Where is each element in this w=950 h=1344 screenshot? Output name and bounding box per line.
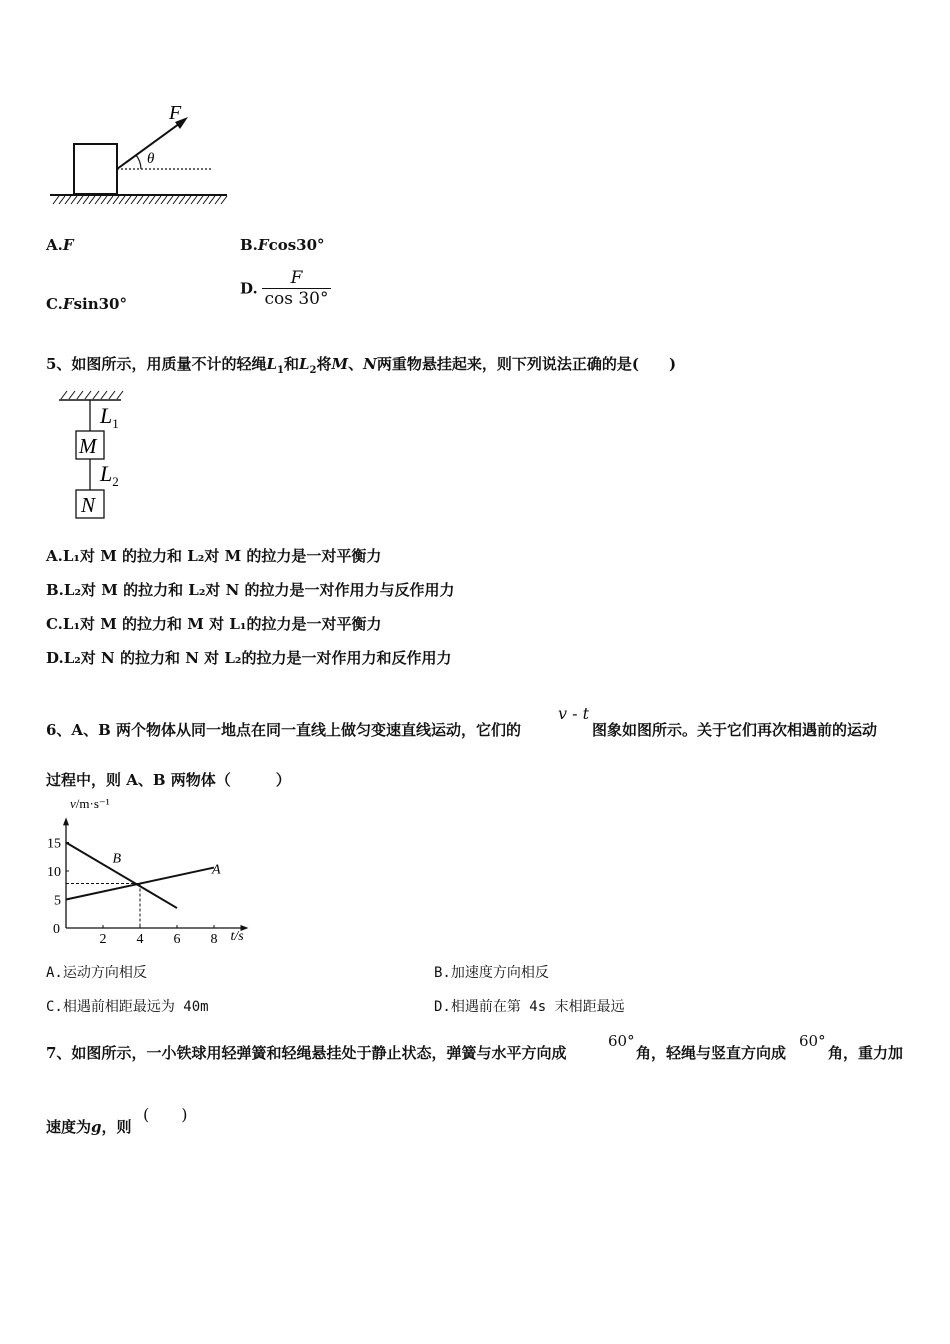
l1-sub: 1 [277,365,284,376]
m-var: M [331,355,349,373]
x-axis-label: t/s [230,929,244,944]
q7-stem-part1: 7、如图所示，一小铁球用轻弹簧和轻绳悬挂处于静止状态，弹簧与水平方向成 [46,1044,567,1062]
q4-option-b [240,235,325,255]
option-var: F [257,236,269,254]
n-var: N [363,355,377,373]
option-fraction [262,268,330,309]
q7-angle-2: 60° [799,1032,826,1050]
x-tick-label: 4 [136,932,144,947]
y-tick-label: 5 [54,893,61,909]
force-label: F [169,102,182,124]
fig-m-label: M [79,434,97,458]
stem-text: ，则 [101,1118,132,1136]
q6-stem-part1: 6、A、B 两个物体从同一地点在同一直线上做匀变速直线运动，它们的 [46,721,521,739]
q5-option-a: A.L₁对 M 的拉力和 L₂对 M 的拉力是一对平衡力 [46,547,382,565]
fraction-denominator: cos 30° [264,289,329,309]
x-tick-label: 2 [99,932,107,947]
fig-n-label: N [81,493,96,517]
q6-option-c: C.相遇前相距最远为 40m [46,999,209,1015]
stem-text: 5、如图所示，用质量不计的轻绳 [46,355,267,373]
q6-stem-line2: 过程中，则 A、B 两物体（ ） [46,771,291,789]
l1-var: L [266,355,277,373]
force-diagram [45,100,235,212]
fig-l1-sub: 1 [112,416,119,431]
q7-stem-line2 [46,1117,132,1137]
y-axis-label: v/m·s⁻¹ [70,796,110,811]
option-prefix: A. [46,236,63,254]
q5-option-b: B.L₂对 M 的拉力和 L₂对 N 的拉力是一对作用力与反作用力 [46,581,455,599]
q5-option-d: D.L₂对 N 的拉力和 N 对 L₂的拉力是一对作用力和反作用力 [46,649,452,667]
option-rest: sin30° [73,295,127,313]
q6-vt-label: v - t [558,704,590,723]
x-tick-label: 8 [210,932,218,947]
stem-text: 两重物悬挂起来，则下列说法正确的是( ) [376,355,677,373]
l2-var: L [298,355,310,373]
q6-option-d: D.相遇前在第 4s 末相距最远 [434,999,625,1015]
q4-option-d [240,268,331,309]
origin-label: 0 [53,922,60,937]
q4-option-c [46,294,127,314]
q6-stem-part2: 图象如图所示。关于它们再次相遇前的运动 [592,721,878,739]
stem-text: 将 [316,355,332,373]
option-var: F [62,295,74,313]
option-var: F [62,236,74,254]
stem-text: 速度为 [46,1118,92,1136]
q7-answer-paren: ( ) [143,1105,188,1124]
option-prefix: C. [46,295,63,313]
angle-label: θ [147,151,155,167]
fig-l1-label: L [100,403,113,428]
stem-text: 、 [348,355,364,373]
option-rest: cos30° [268,236,325,254]
option-prefix: B. [240,236,258,254]
series-label-a: A [212,862,221,878]
q7-stem-part2: 角，轻绳与竖直方向成 [636,1044,787,1062]
l2-sub: 2 [309,365,317,376]
q5-stem [46,354,676,381]
q5-option-c: C.L₁对 M 的拉力和 M 对 L₁的拉力是一对平衡力 [46,615,382,633]
hanging-masses-diagram [55,390,135,525]
fraction-numerator: F [262,268,330,289]
y-axis-arrow [63,817,69,825]
svg-text:L1 [99,403,119,431]
series-line-b [66,843,177,909]
g-var: g [91,1118,102,1136]
option-prefix: D. [240,279,258,298]
fig-l2-label: L [100,461,113,486]
q4-option-a [46,235,74,255]
q6-option-a: A.运动方向相反 [46,965,147,981]
q6-option-b: B.加速度方向相反 [434,965,549,981]
stem-text: 和 [283,355,299,373]
vt-chart [40,795,270,950]
svg-text:L2 [99,461,119,489]
q7-stem-part3: 角，重力加 [828,1044,904,1062]
series-label-b: B [112,851,122,867]
q7-angle-1: 60° [608,1032,635,1050]
y-tick-label: 10 [47,865,61,880]
x-tick-label: 6 [173,932,181,947]
fig-l2-sub: 2 [112,474,119,489]
y-tick-label: 15 [47,836,61,852]
